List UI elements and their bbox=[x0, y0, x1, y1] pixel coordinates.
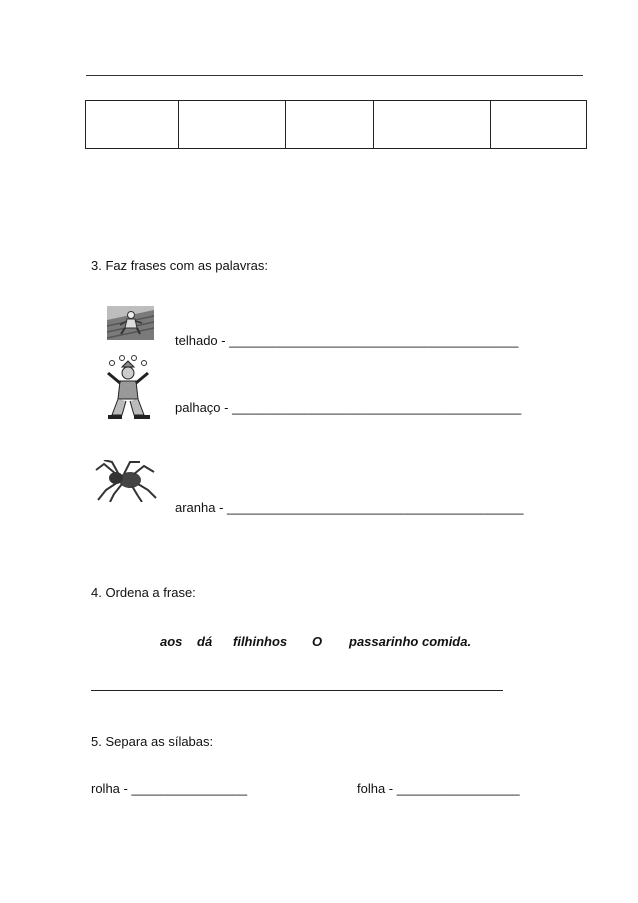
q4-title: 4. Ordena a frase: bbox=[91, 585, 196, 600]
q5-folha: folha - _________________ bbox=[357, 781, 520, 796]
spider-icon bbox=[94, 460, 158, 502]
answer-grid bbox=[85, 100, 587, 149]
q5-rolha: rolha - ________________ bbox=[91, 781, 248, 796]
scramble-word: O bbox=[312, 634, 323, 649]
top-rule bbox=[86, 75, 583, 76]
juggling-clown-icon bbox=[100, 355, 156, 423]
scramble-word: passarinho comida. bbox=[349, 634, 472, 649]
grid-cell bbox=[286, 101, 374, 149]
grid-cell bbox=[86, 101, 179, 149]
roof-worker-icon bbox=[107, 306, 154, 340]
grid-cell bbox=[374, 101, 491, 149]
scramble-word: filhinhos bbox=[233, 634, 288, 649]
q3-title: 3. Faz frases com as palavras: bbox=[91, 258, 269, 273]
scramble-word: aos bbox=[160, 634, 183, 649]
grid-cell bbox=[491, 101, 587, 149]
q5-title: 5. Separa as sílabas: bbox=[91, 734, 214, 749]
q3-item-palhaco: palhaço - ________________________________________ bbox=[175, 400, 522, 415]
answer-line bbox=[91, 690, 503, 691]
grid-cell bbox=[179, 101, 286, 149]
q3-item-telhado: telhado - ________________________________________ bbox=[175, 333, 519, 348]
scramble-word: dá bbox=[197, 634, 213, 649]
q3-item-aranha: aranha - _________________________________________ bbox=[175, 500, 524, 515]
